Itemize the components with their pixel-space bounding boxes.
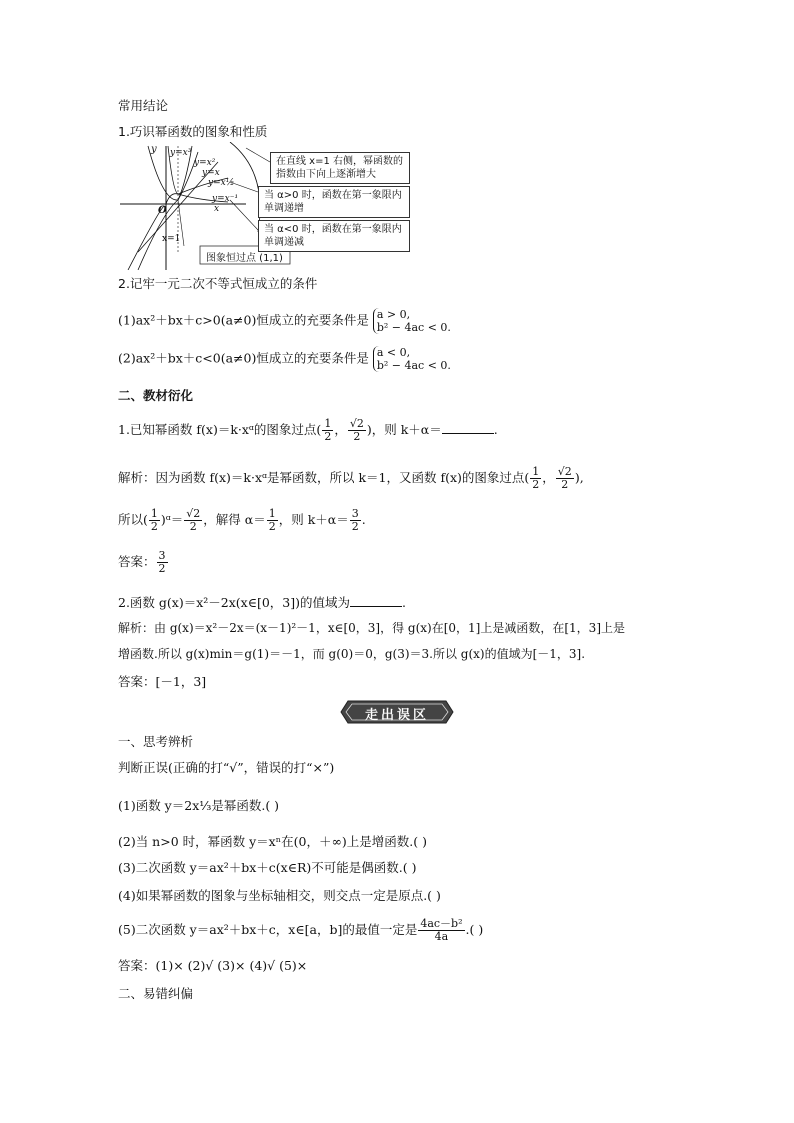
frac-three-halves: $\frac{3}{2}$: [351, 507, 359, 533]
q1-text: 1.已知幂函数 f(x)＝k·xᵅ的图象过点(: [118, 422, 322, 437]
condition-1-b: b² − 4ac < 0.: [376, 321, 451, 334]
condition-1: [118, 308, 451, 334]
heading-common-conclusions: 常用结论: [118, 98, 169, 113]
axis-x-label: x: [214, 204, 220, 214]
ans1-label: 答案：: [118, 554, 156, 569]
answer-1: [118, 550, 169, 575]
answer-blank-1[interactable]: [442, 421, 494, 434]
solution-2-line2: 增函数.所以 g(x)min＝g(1)＝－1，而 g(0)＝0，g(3)＝3.所以 g(x)的值域为[－1，3].: [118, 647, 586, 661]
statement-2: (2)当 n>0 时，幂函数 y＝xⁿ在(0，＋∞)上是增函数.( ): [118, 834, 427, 849]
frac-half-3: $\frac{1}{2}$: [150, 507, 158, 533]
item2-title: 2.记牢一元二次不等式恒成立的条件: [118, 276, 318, 291]
solution-1-line1: 解析：因为函数 f(x)＝k·xᵅ是幂函数，所以 k＝1，又函数 f(x)的图象过点( $\frac{1}{2}$ ， $\frac{√2}{2}$ ),: [118, 465, 584, 491]
q1-tail: )，则 k＋α＝: [366, 422, 442, 437]
label-sqrt: y=x½: [208, 178, 235, 188]
arc: [230, 142, 260, 232]
condition-2-text: (2)ax²＋bx＋c<0(a≠0)恒成立的充要条件是: [118, 350, 369, 366]
label-inverse: y=x⁻¹: [212, 194, 239, 204]
s5-fraction: $\frac{\text{4ac－b²}}{4a}$: [420, 917, 463, 943]
solution-1-line2: 所以( $\frac{1}{2}$ )ᵅ＝ $\frac{√2}{2}$ ，解得 α＝ $\frac{1}{2}$ ，则 k＋α＝ $\frac{3}{2}$ .: [118, 507, 366, 533]
condition-2: [118, 346, 451, 372]
label-x: y=x: [202, 168, 220, 178]
frac-sqrt2-2: $\frac{√2}{2}$: [557, 465, 572, 491]
box-alpha-positive: 当 α>0 时，函数在第一象限内单调递增: [258, 186, 410, 218]
sol1-a: 解析：因为函数 f(x)＝k·xᵅ是幂函数，所以 k＝1，又函数 f(x)的图象过点(: [118, 470, 530, 485]
condition-2-brace: [373, 346, 451, 372]
power-function-figure: [118, 142, 418, 270]
heading-textbook: 二、教材衍化: [118, 388, 194, 403]
question-2: 2.函数 g(x)＝x²－2x(x∈[0，3])的值域为 .: [118, 595, 406, 610]
s5-tail: .( ): [465, 922, 484, 937]
answer-blank-2[interactable]: [350, 594, 402, 607]
label-x3: y=x³: [170, 148, 192, 158]
statement-1: (1)函数 y＝2x⅓是幂函数.( ): [118, 798, 280, 813]
frac-half-4: $\frac{1}{2}$: [268, 507, 276, 533]
axis-y-label: y: [151, 144, 157, 155]
statement-4: (4)如果幂函数的图象与坐标轴相交，则交点一定是原点.( ): [118, 888, 441, 903]
frac-half-2: $\frac{1}{2}$: [532, 465, 540, 491]
heading-reflection: 一、思考辨析: [118, 734, 194, 749]
heading-common-errors: 二、易错纠偏: [118, 986, 194, 1001]
sol1-f: ，则 k＋α＝: [278, 512, 349, 527]
sol1-e: ，解得 α＝: [203, 512, 266, 527]
statement-3: (3)二次函数 y＝ax²＋bx＋c(x∈R)不可能是偶函数.( ): [118, 860, 417, 875]
s5-text: (5)二次函数 y＝ax²＋bx＋c，x∈[a，b]的最值一定是: [118, 922, 418, 937]
box-alpha-negative: 当 α<0 时，函数在第一象限内单调递减: [258, 220, 410, 252]
frac-sqrt2-over-2: $\frac{√2}{2}$: [349, 417, 364, 443]
condition-1-brace: [373, 308, 451, 334]
section-banner: [340, 700, 454, 724]
item1-title: 1.巧识幂函数的图象和性质: [118, 124, 268, 139]
sol1-b: ),: [574, 470, 584, 485]
condition-2-b: b² − 4ac < 0.: [376, 359, 451, 372]
sol1-c: 所以(: [118, 512, 148, 527]
label-x2: y=x²: [194, 158, 216, 168]
solution-2-line1: 解析：由 g(x)＝x²－2x＝(x－1)²－1，x∈[0，3]，得 g(x)在[0，1]上是减函数，在[1，3]上是: [118, 621, 625, 635]
condition-2-a: a < 0,: [376, 346, 411, 359]
banner-label: 走出误区: [364, 708, 429, 723]
answer-2: 答案：[－1，3]: [118, 674, 207, 689]
origin-label: O: [158, 205, 167, 216]
ans1-value: $\frac{3}{2}$: [158, 549, 166, 575]
condition-1-a: a > 0,: [376, 308, 411, 321]
sol1-d: )ᵅ＝: [160, 512, 184, 527]
answer-3: 答案：(1)× (2)√ (3)× (4)√ (5)×: [118, 958, 308, 973]
x1-label: x=1: [162, 234, 181, 244]
condition-1-text: (1)ax²＋bx＋c>0(a≠0)恒成立的充要条件是: [118, 312, 369, 328]
question-1: 1.已知幂函数 f(x)＝k·xᵅ的图象过点( $\frac{1}{2}$ ， $\frac{√2}{2}$ )，则 k＋α＝ .: [118, 417, 498, 443]
instruction: 判断正误(正确的打“√”，错误的打“×”): [118, 760, 335, 775]
q2-text: 2.函数 g(x)＝x²－2x(x∈[0，3])的值域为: [118, 595, 350, 610]
frac-half: $\frac{1}{2}$: [324, 417, 332, 443]
box-increasing-exponent: 在直线 x=1 右侧，幂函数的指数由下向上逐渐增大: [270, 152, 410, 184]
fixed-point-label: 图象恒过点 (1,1): [206, 253, 283, 264]
frac-sqrt2-3: $\frac{√2}{2}$: [186, 507, 201, 533]
statement-5: [118, 918, 483, 943]
